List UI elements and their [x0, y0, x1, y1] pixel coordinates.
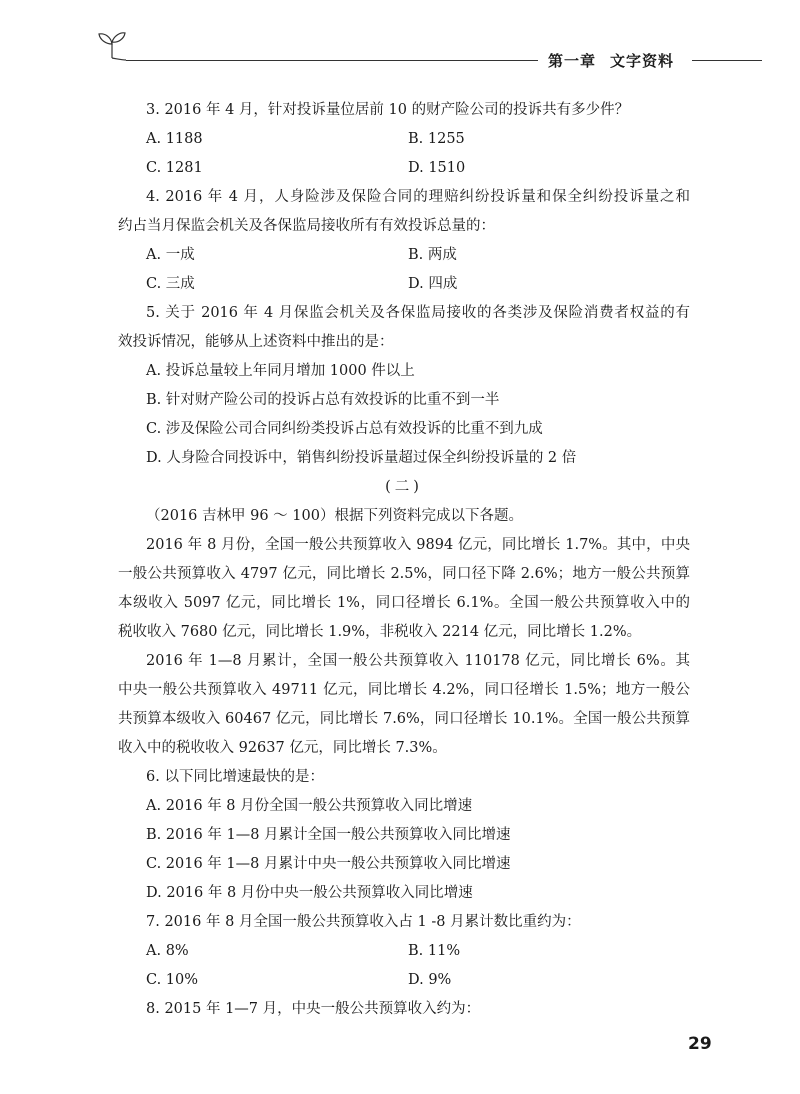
question-5-stem-line-2: 效投诉情况，能够从上述资料中推出的是：	[118, 334, 394, 350]
option-a: A. 投诉总量较上年同月增加 1000 件以上	[146, 363, 415, 379]
question-3-options-ab	[118, 125, 690, 154]
chapter-title: 文字资料	[610, 52, 675, 70]
question-4-options-ab	[118, 241, 690, 270]
option-d: D. 1510	[408, 160, 466, 176]
chapter-number: 第一章	[548, 52, 597, 70]
option-c: C. 10%	[146, 972, 199, 988]
option-d: D. 四成	[408, 276, 458, 292]
question-5-stem-line-1: 5. 关于 2016 年 4 月保监会机关及各保监局接收的各类涉及保险消费者权益的有	[146, 305, 690, 321]
option-b: B. 针对财产险公司的投诉占总有效投诉的比重不到一半	[146, 392, 500, 408]
passage-2-line-4: 收入中的税收收入 92637 亿元，同比增长 7.3%。	[118, 740, 447, 756]
option-d: D. 9%	[408, 972, 452, 988]
option-a: A. 一成	[146, 247, 195, 263]
page-number: 29	[688, 1034, 712, 1054]
passage-2-line-2: 中央一般公共预算收入 49711 亿元，同比增长 4.2%，同口径增长 1.5%；地方一般公	[118, 682, 690, 698]
section-title: (二)	[385, 479, 423, 495]
option-d: D. 2016 年 8 月份中央一般公共预算收入同比增速	[146, 885, 473, 901]
chapter-heading	[548, 50, 674, 71]
question-7-options-cd	[118, 966, 690, 995]
option-d: D. 人身险合同投诉中，销售纠纷投诉量超过保全纠纷投诉量的 2 倍	[146, 450, 577, 466]
question-7-stem: 7. 2016 年 8 月全国一般公共预算收入占 1 -8 月累计数比重约为：	[146, 914, 581, 930]
passage-1-line-3: 本级收入 5097 亿元，同比增长 1%，同口径增长 6.1%。全国一般公共预算收入中的	[118, 595, 690, 611]
header-rule-right	[692, 60, 762, 61]
question-4-stem-line-2: 约占当月保监会机关及各保监局接收所有有效投诉总量的：	[118, 218, 495, 234]
header-rule-left	[126, 60, 538, 61]
section-source: （2016 吉林甲 96 ～ 100）根据下列资料完成以下各题。	[146, 508, 523, 524]
option-a: A. 8%	[146, 943, 189, 959]
page-header	[0, 0, 800, 80]
passage-1-line-4: 税收收入 7680 亿元，同比增长 1.9%，非税收入 2214 亿元，同比增长 1.2%。	[118, 624, 642, 640]
option-b: B. 两成	[408, 247, 457, 263]
option-c: C. 1281	[146, 160, 203, 176]
sprout-leaf-icon	[96, 28, 128, 62]
page-body	[118, 96, 690, 1024]
question-8-stem: 8. 2015 年 1—7 月，中央一般公共预算收入约为：	[146, 1001, 481, 1017]
option-c: C. 2016 年 1—8 月累计中央一般公共预算收入同比增速	[146, 856, 511, 872]
option-c: C. 三成	[146, 276, 195, 292]
passage-2-line-3: 共预算本级收入 60467 亿元，同比增长 7.6%，同口径增长 10.1%。全国一般公共预算	[118, 711, 690, 727]
passage-1-line-2: 一般公共预算收入 4797 亿元，同比增长 2.5%，同口径下降 2.6%；地方一般公共预算	[118, 566, 690, 582]
option-b: B. 2016 年 1—8 月累计全国一般公共预算收入同比增速	[146, 827, 511, 843]
question-7-options-ab	[118, 937, 690, 966]
option-b: B. 11%	[408, 943, 461, 959]
question-3-options-cd	[118, 154, 690, 183]
option-c: C. 涉及保险公司合同纠纷类投诉占总有效投诉的比重不到九成	[146, 421, 543, 437]
question-6-stem: 6. 以下同比增速最快的是：	[146, 769, 324, 785]
question-4-stem-line-1: 4. 2016 年 4 月，人身险涉及保险合同的理赔纠纷投诉量和保全纠纷投诉量之和	[146, 189, 690, 205]
question-4-options-cd	[118, 270, 690, 299]
passage-1-line-1: 2016 年 8 月份，全国一般公共预算收入 9894 亿元，同比增长 1.7%。其中，中央	[146, 537, 690, 553]
option-b: B. 1255	[408, 131, 465, 147]
option-a: A. 2016 年 8 月份全国一般公共预算收入同比增速	[146, 798, 473, 814]
passage-2-line-1: 2016 年 1—8 月累计，全国一般公共预算收入 110178 亿元，同比增长 6%。其	[146, 653, 690, 669]
option-a: A. 1188	[146, 131, 203, 147]
question-3-stem: 3. 2016 年 4 月，针对投诉量位居前 10 的财产险公司的投诉共有多少件？	[146, 102, 630, 118]
